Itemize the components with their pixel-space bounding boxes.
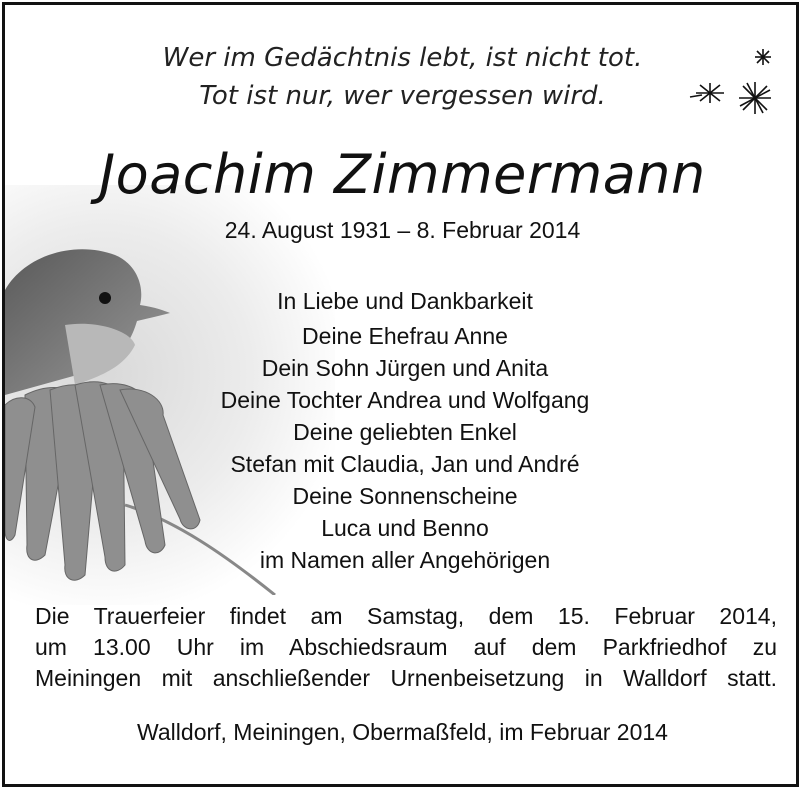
notice-line-2: um 13.00 Uhr im Abschiedsraum auf dem Parkfriedhof zu	[35, 634, 777, 660]
mourner-line: Dein Sohn Jürgen und Anita	[261, 355, 549, 381]
quote-line-1: Wer im Gedächtnis lebt, ist nicht tot.	[162, 43, 643, 73]
notice-line-3: Meiningen mit anschließender Urnenbeisetzung in Walldorf statt.	[35, 665, 777, 691]
mourner-line: Deine geliebten Enkel	[293, 419, 517, 445]
mourner-line: Stefan mit Claudia, Jan und André	[230, 451, 580, 477]
mourner-line: Deine Ehefrau Anne	[302, 323, 508, 349]
mourner-line: Deine Tochter Andrea und Wolfgang	[220, 387, 590, 413]
quote-line-2: Tot ist nur, wer vergessen wird.	[199, 81, 606, 111]
mourner-line: im Namen aller Angehörigen	[259, 547, 551, 573]
notice-line-1: Die Trauerfeier findet am Samstag, dem 15. Februar 2014,	[35, 603, 777, 629]
obituary-frame	[2, 2, 799, 787]
life-dates: 24. August 1931 – 8. Februar 2014	[224, 217, 581, 243]
place-and-date: Walldorf, Meiningen, Obermaßfeld, im Februar 2014	[137, 719, 668, 745]
mourner-line: Deine Sonnenscheine	[292, 483, 518, 509]
mourners-heading: In Liebe und Dankbarkeit	[277, 288, 533, 314]
deceased-name: Joachim Zimmermann	[99, 143, 706, 206]
mourner-line: Luca und Benno	[321, 515, 489, 541]
mourners-list	[125, 285, 685, 576]
funeral-notice	[35, 601, 777, 694]
